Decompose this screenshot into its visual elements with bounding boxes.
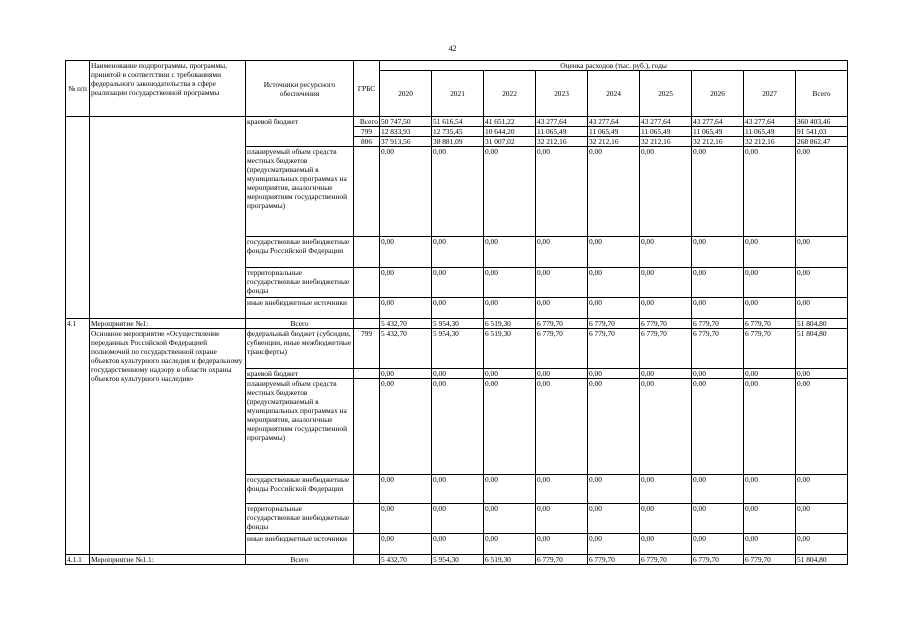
value-cell: 12 833,93 [380,127,432,137]
value-cell: 11 065,49 [692,127,744,137]
header-year: Всего [796,71,848,117]
row-grbs [354,298,380,319]
value-cell: 10 644,20 [484,127,536,137]
row-source: Всего [246,319,354,329]
value-cell: 0,00 [536,504,588,534]
value-cell: 6 779,70 [536,329,588,369]
value-cell: 0,00 [588,268,640,298]
header-year: 2027 [744,71,796,117]
value-cell: 50 747,50 [380,117,432,127]
row-source: краевой бюджет [246,369,354,379]
header-grbs: ГРБС [354,61,380,117]
row-source: государственные внебюджетные фонды Российской Федерации [246,237,354,268]
header-year: 2025 [640,71,692,117]
value-cell: 0,00 [588,475,640,504]
value-cell: 11 065,49 [588,127,640,137]
value-cell: 0,00 [588,504,640,534]
row-source: планируемый объем средств местных бюджетов (предусматриваемый в муниципальных программах на мероприятия, аналогичные мероприятиям государственной программы) [246,147,354,237]
value-cell: 6 779,70 [588,329,640,369]
value-cell: 0,00 [536,379,588,475]
value-cell: 0,00 [432,237,484,268]
value-cell: 32 212,16 [588,137,640,147]
header-estimate: Оценка расходов (тыс. руб.), годы [380,61,848,71]
value-cell: 6 779,70 [744,555,796,565]
row-num: 4.1.1 [66,555,90,565]
value-cell: 0,00 [744,147,796,237]
value-cell: 91 541,03 [796,127,848,137]
value-cell: 0,00 [588,369,640,379]
value-cell: 0,00 [692,379,744,475]
value-cell: 41 651,22 [484,117,536,127]
row-num: 4.1 [66,319,90,555]
value-cell: 6 519,30 [484,319,536,329]
value-cell: 11 065,49 [536,127,588,137]
value-cell: 0,00 [640,534,692,555]
value-cell: 51 616,54 [432,117,484,127]
value-cell: 0,00 [692,534,744,555]
value-cell: 0,00 [640,268,692,298]
row-source: краевой бюджет [246,117,354,147]
value-cell: 0,00 [640,369,692,379]
value-cell: 0,00 [484,379,536,475]
value-cell: 0,00 [796,369,848,379]
header-year: 2022 [484,71,536,117]
value-cell: 6 779,70 [692,319,744,329]
row-source: территориальные государственные внебюджетные фонды [246,504,354,534]
value-cell: 0,00 [744,237,796,268]
row-grbs: 806 [354,137,380,147]
value-cell: 0,00 [484,369,536,379]
value-cell: 0,00 [744,534,796,555]
value-cell: 0,00 [588,298,640,319]
header-year: 2023 [536,71,588,117]
value-cell: 43 277,64 [744,117,796,127]
header-name: Наименование подпрограммы, программы, принятой в соответствии с требованиями федерального законодательства в сфере реализации государственной программы [90,61,246,117]
value-cell: 38 881,09 [432,137,484,147]
row-name [90,117,246,319]
value-cell: 0,00 [588,534,640,555]
value-cell: 0,00 [536,369,588,379]
value-cell: 0,00 [796,147,848,237]
value-cell: 32 212,16 [744,137,796,147]
value-cell: 11 065,49 [744,127,796,137]
value-cell: 0,00 [432,147,484,237]
value-cell: 0,00 [536,268,588,298]
row-grbs [354,268,380,298]
value-cell: 6 779,70 [588,555,640,565]
row-grbs [354,319,380,329]
value-cell: 0,00 [588,379,640,475]
value-cell: 0,00 [640,379,692,475]
value-cell: 31 007,02 [484,137,536,147]
value-cell: 0,00 [744,475,796,504]
value-cell: 0,00 [692,298,744,319]
row-grbs [354,379,380,475]
row-num [66,117,90,319]
value-cell: 0,00 [432,379,484,475]
value-cell: 0,00 [640,237,692,268]
value-cell: 6 519,30 [484,329,536,369]
value-cell: 360 403,46 [796,117,848,127]
value-cell: 6 779,70 [640,329,692,369]
value-cell: 5 954,30 [432,329,484,369]
row-source: территориальные государственные внебюджетные фонды [246,268,354,298]
row-grbs: 799 [354,329,380,369]
row-grbs [354,369,380,379]
value-cell: 0,00 [380,268,432,298]
value-cell: 0,00 [796,534,848,555]
row-source: федеральный бюджет (субсидии, субвенции, иные межбюджетные трансферты) [246,329,354,369]
value-cell: 0,00 [796,475,848,504]
budget-table [65,60,848,565]
value-cell: 0,00 [432,504,484,534]
header-source: Источники ресурсного обеспечения [246,61,354,117]
value-cell: 0,00 [484,147,536,237]
value-cell: 0,00 [640,504,692,534]
value-cell: 268 862,47 [796,137,848,147]
value-cell: 0,00 [640,298,692,319]
value-cell: 0,00 [432,369,484,379]
value-cell: 0,00 [588,237,640,268]
value-cell: 0,00 [796,268,848,298]
value-cell: 11 065,49 [640,127,692,137]
value-cell: 6 779,70 [692,555,744,565]
header-year: 2024 [588,71,640,117]
value-cell: 43 277,64 [536,117,588,127]
value-cell: 43 277,64 [588,117,640,127]
value-cell: 0,00 [380,504,432,534]
value-cell: 0,00 [380,237,432,268]
value-cell: 32 212,16 [692,137,744,147]
row-grbs [354,237,380,268]
row-source: государственные внебюджетные фонды Российской Федерации [246,475,354,504]
value-cell: 0,00 [536,475,588,504]
table-row [66,329,848,369]
value-cell: 6 779,70 [640,319,692,329]
value-cell: 0,00 [484,475,536,504]
value-cell: 5 432,70 [380,555,432,565]
value-cell: 0,00 [432,475,484,504]
row-name: Основное мероприятие «Осуществление переданных Российской Федерацией полномочий по государственной охране объектов культурного наследия и федеральному государственному надзору в области охраны объектов культурного наследия» [90,329,246,555]
row-grbs [354,147,380,237]
header-year: 2026 [692,71,744,117]
value-cell: 0,00 [692,475,744,504]
value-cell: 0,00 [536,298,588,319]
row-grbs [354,504,380,534]
value-cell: 51 804,80 [796,329,848,369]
header-year: 2021 [432,71,484,117]
table-row [66,117,848,127]
page-number: 42 [448,44,457,53]
value-cell: 0,00 [484,237,536,268]
value-cell: 0,00 [744,268,796,298]
value-cell: 0,00 [796,298,848,319]
value-cell: 37 913,56 [380,137,432,147]
value-cell: 0,00 [744,298,796,319]
value-cell: 51 804,80 [796,555,848,565]
value-cell: 6 779,70 [640,555,692,565]
value-cell: 0,00 [796,504,848,534]
value-cell: 6 779,70 [536,319,588,329]
value-cell: 0,00 [796,237,848,268]
value-cell: 0,00 [536,534,588,555]
value-cell: 0,00 [744,379,796,475]
value-cell: 0,00 [380,475,432,504]
value-cell: 0,00 [432,534,484,555]
value-cell: 0,00 [692,147,744,237]
header-num: № п/п [66,61,90,117]
row-source: Всего [246,555,354,565]
value-cell: 0,00 [380,379,432,475]
value-cell: 12 735,45 [432,127,484,137]
value-cell: 0,00 [380,298,432,319]
row-grbs [354,555,380,565]
value-cell: 0,00 [692,504,744,534]
value-cell: 6 779,70 [536,555,588,565]
value-cell: 0,00 [692,369,744,379]
value-cell: 0,00 [484,298,536,319]
value-cell: 6 779,70 [692,329,744,369]
value-cell: 5 954,30 [432,319,484,329]
row-grbs: 799 [354,127,380,137]
value-cell: 5 954,30 [432,555,484,565]
value-cell: 6 519,30 [484,555,536,565]
value-cell: 0,00 [432,298,484,319]
row-source: планируемый объем средств местных бюджетов (предусматриваемый в муниципальных программах на мероприятия, аналогичные мероприятиям государственной программы) [246,379,354,475]
value-cell: 0,00 [692,237,744,268]
table-header [66,61,848,117]
value-cell: 0,00 [640,475,692,504]
table-row [66,319,848,329]
header-year: 2020 [380,71,432,117]
row-grbs: Всего [354,117,380,127]
value-cell: 6 779,70 [588,319,640,329]
value-cell: 0,00 [744,369,796,379]
value-cell: 0,00 [640,147,692,237]
row-name: Мероприятие №1.1: [90,555,246,565]
value-cell: 6 779,70 [744,329,796,369]
value-cell: 0,00 [744,504,796,534]
row-grbs [354,475,380,504]
value-cell: 0,00 [484,534,536,555]
value-cell: 0,00 [536,237,588,268]
value-cell: 5 432,70 [380,319,432,329]
value-cell: 0,00 [588,147,640,237]
row-source: иные внебюджетные источники [246,534,354,555]
value-cell: 0,00 [380,147,432,237]
value-cell: 0,00 [692,268,744,298]
row-name: Мероприятие №1: [90,319,246,329]
value-cell: 0,00 [796,379,848,475]
value-cell: 32 212,16 [640,137,692,147]
value-cell: 0,00 [432,268,484,298]
row-grbs [354,534,380,555]
value-cell: 0,00 [536,147,588,237]
value-cell: 0,00 [484,504,536,534]
row-source: иные внебюджетные источники [246,298,354,319]
table-row [66,555,848,565]
value-cell: 43 277,64 [692,117,744,127]
value-cell: 0,00 [380,534,432,555]
value-cell: 43 277,64 [640,117,692,127]
value-cell: 51 804,80 [796,319,848,329]
value-cell: 5 432,70 [380,329,432,369]
value-cell: 0,00 [380,369,432,379]
value-cell: 6 779,70 [744,319,796,329]
value-cell: 0,00 [484,268,536,298]
value-cell: 32 212,16 [536,137,588,147]
